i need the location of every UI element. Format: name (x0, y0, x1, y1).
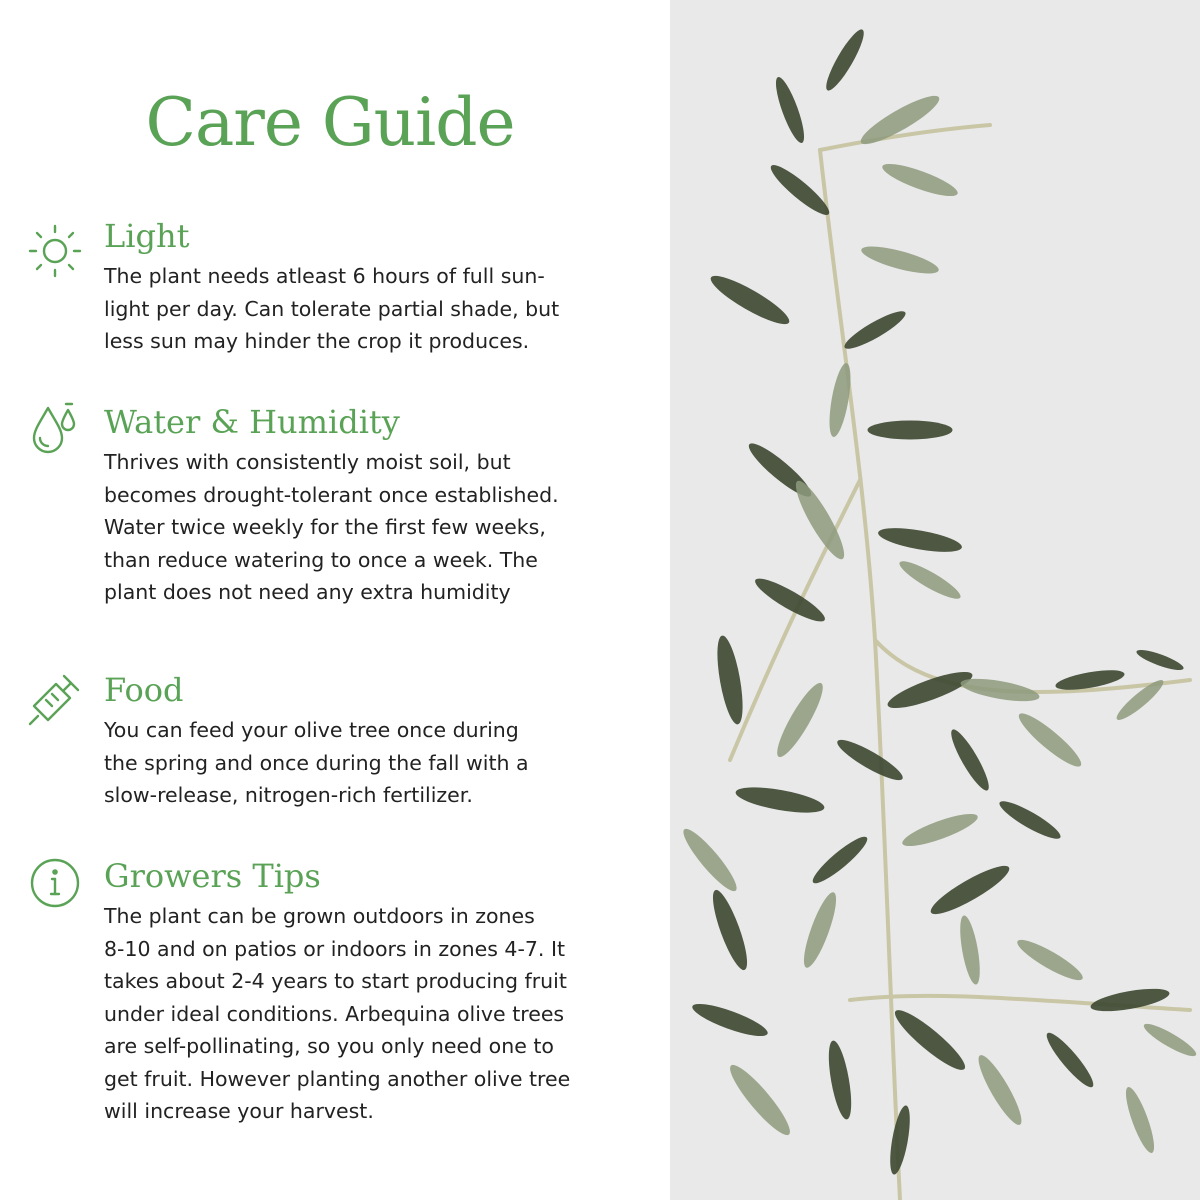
olive-leaf (889, 1003, 971, 1076)
olive-leaf (1089, 984, 1171, 1015)
info-icon (26, 854, 84, 912)
olive-leaf (886, 1104, 913, 1176)
olive-leaf (879, 158, 960, 202)
olive-leaves (677, 26, 1199, 1176)
olive-leaf (1014, 707, 1087, 772)
sun-icon (26, 222, 84, 280)
olive-leaf (1135, 646, 1186, 674)
olive-branch-illustration (670, 0, 1200, 1200)
olive-leaf (1121, 1084, 1160, 1155)
fertilizer-syringe-icon (26, 670, 84, 728)
olive-leaf (689, 998, 770, 1042)
olive-leaf (712, 634, 747, 726)
olive-leaf (798, 889, 842, 970)
olive-leaf (677, 824, 742, 897)
olive-branch-photo (670, 0, 1200, 1200)
olive-leaf (877, 523, 964, 556)
olive-leaf (959, 674, 1041, 705)
section-text-food: You can feed your olive tree once during the spring and once during the fall with a slow-release, nitrogen-rich fertilizer. (104, 718, 529, 807)
section-heading-water-humidity: Water & Humidity (104, 403, 400, 441)
olive-leaf (821, 26, 869, 94)
page-title: Care Guide (145, 84, 515, 161)
olive-leaf (996, 796, 1064, 844)
olive-leaf (926, 859, 1014, 921)
olive-leaf (899, 808, 980, 852)
olive-leaf (771, 74, 810, 145)
olive-leaf (884, 665, 975, 715)
section-heading-food: Food (104, 671, 184, 709)
olive-leaf (859, 241, 941, 279)
olive-leaf (771, 678, 830, 761)
olive-leaf (841, 306, 909, 354)
section-text-growers-tips: The plant can be grown outdoors in zones 8-10 and on patios or indoors in zones 4-7. It takes about 2-4 years to start producing fruit under ideal conditions. Arbequina olive trees are self-pollinating, so you only need one to get fruit. However planting another olive tree will increase your harvest. (104, 904, 571, 1123)
section-text-water-humidity: Thrives with consistently moist soil, but becomes drought-tolerant once established. Water twice weekly for the first few weeks, than reduce watering to once a week. The plant does not need any extra humidity (104, 450, 559, 604)
olive-leaf (833, 734, 906, 786)
olive-leaf (896, 556, 964, 604)
olive-leaf (706, 269, 794, 331)
olive-leaf (707, 887, 754, 973)
olive-leaf (1013, 934, 1086, 986)
olive-leaf (734, 782, 826, 817)
olive-leaf (1113, 676, 1168, 725)
olive-leaf (808, 832, 872, 889)
olive-leaf (723, 1059, 796, 1141)
olive-leaf (856, 89, 944, 151)
olive-leaf (1141, 1019, 1200, 1061)
water-drop-icon (26, 400, 84, 458)
section-heading-light: Light (104, 217, 190, 255)
olive-leaf (824, 1039, 855, 1121)
olive-leaf (1042, 1028, 1099, 1092)
olive-leaf (972, 1051, 1027, 1129)
olive-leaf (946, 726, 994, 794)
olive-leaf (956, 914, 983, 986)
section-text-light: The plant needs atleast 6 hours of full sun- light per day. Can tolerate partial shade, but less sun may hinder the crop it produces. (104, 264, 560, 353)
section-heading-growers-tips: Growers Tips (104, 857, 321, 895)
olive-leaf (868, 421, 953, 440)
